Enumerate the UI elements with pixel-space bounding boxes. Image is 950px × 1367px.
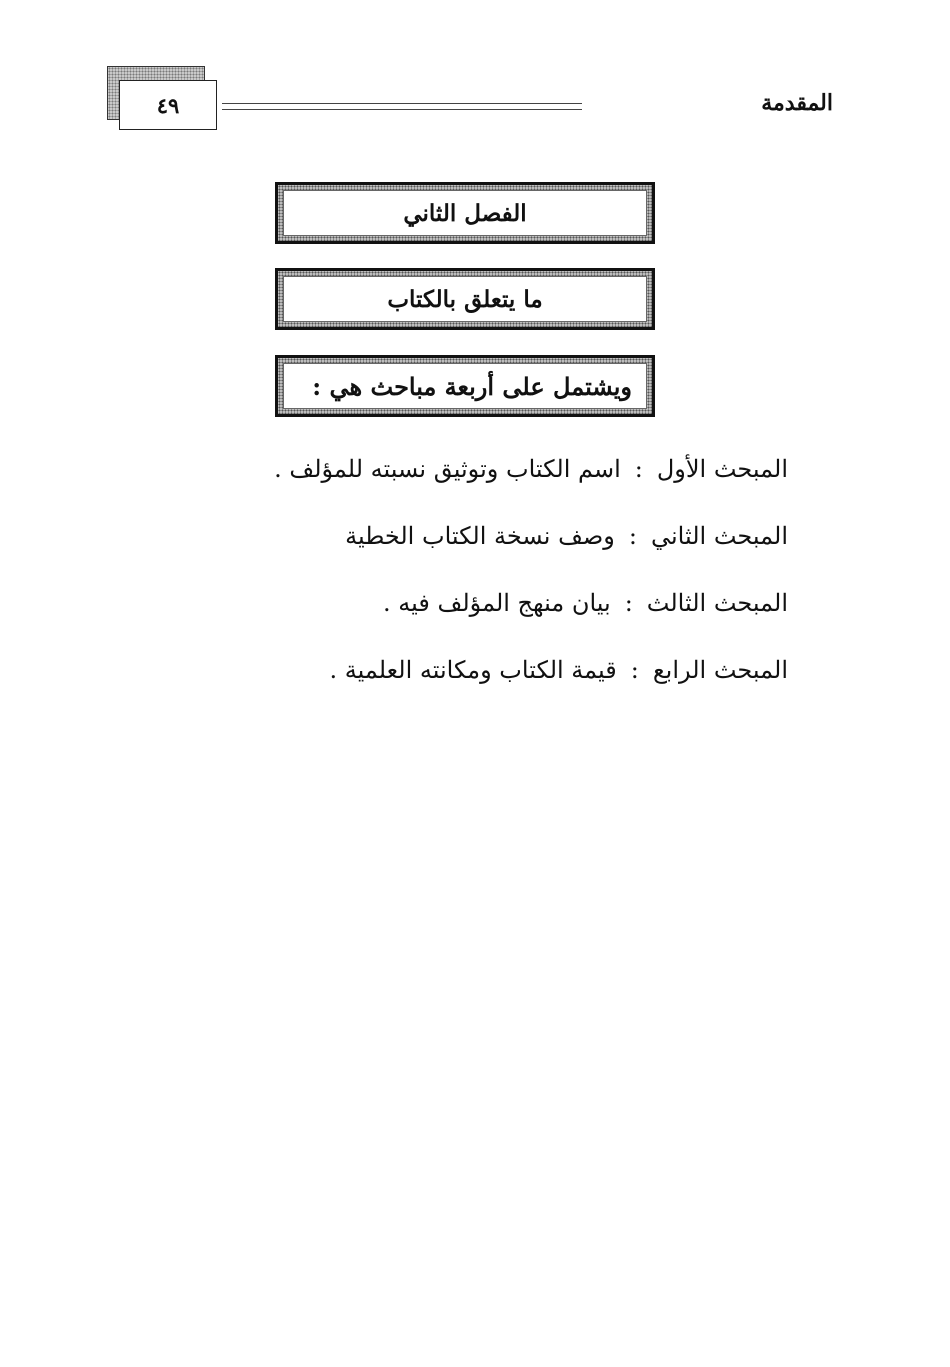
sections-list [228, 447, 788, 715]
section-label: المبحث الثالث [646, 589, 788, 617]
page-number: ٤٩ [119, 80, 217, 130]
chapter-heading-frame [275, 182, 655, 244]
section-text: بيان منهج المؤلف فيه . [383, 589, 611, 617]
chapter-heading: الفصل الثاني [283, 190, 647, 236]
section-separator: : [624, 589, 633, 617]
section-item [228, 447, 788, 514]
section-item [228, 581, 788, 648]
header-rule [222, 103, 582, 110]
section-label: المبحث الأول [656, 455, 788, 483]
running-title: المقدمة [761, 90, 833, 116]
section-separator: : [630, 656, 639, 684]
section-label: المبحث الرابع [652, 656, 788, 684]
section-text: وصف نسخة الكتاب الخطية [345, 522, 615, 550]
section-text: اسم الكتاب وتوثيق نسبته للمؤلف . [274, 455, 621, 483]
intro-heading: ويشتمل على أربعة مباحث هي : [283, 363, 647, 409]
section-separator: : [628, 522, 637, 550]
section-text: قيمة الكتاب ومكانته العلمية . [329, 656, 617, 684]
section-item [228, 648, 788, 715]
subject-heading-frame [275, 268, 655, 330]
intro-heading-frame [275, 355, 655, 417]
subject-heading: ما يتعلق بالكتاب [283, 276, 647, 322]
section-item [228, 514, 788, 581]
section-label: المبحث الثاني [650, 522, 788, 550]
page-number-box [107, 66, 217, 132]
section-separator: : [634, 455, 643, 483]
